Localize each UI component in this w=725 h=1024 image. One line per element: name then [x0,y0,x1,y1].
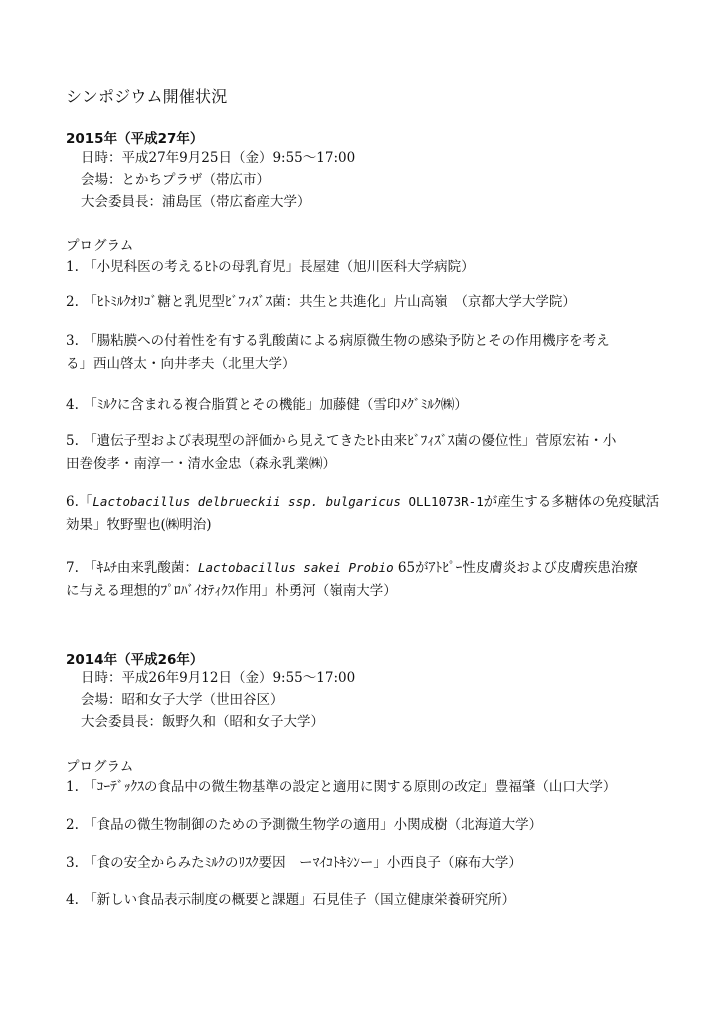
item-number: 3. [66,333,79,349]
program-item [66,776,666,799]
program-label-2015: プログラム [66,238,134,254]
event-chair-2014: 大会委員長：飯野久和（昭和女子大学） [81,714,324,730]
event-chair-2015: 大会委員長：浦島匡（帯広畜産大学） [81,194,311,210]
event-date-2014: 日時：平成26年9月12日（金）9:55～17:00 [81,670,356,686]
item-text: 「新しい食品表示制度の概要と課題」石見佳子（国立健康栄養研究所） [83,892,516,908]
item-number: 4. [66,397,79,413]
event-venue-2015: 会場：とかちプラザ（帯広市） [81,172,270,188]
item-number: 4. [66,892,79,908]
program-item [66,490,666,537]
item-number: 5. [66,433,79,449]
item-open-quote: 「 [78,494,93,510]
item-text-line2: る」西山啓太・向井孝夫（北里大学） [66,356,296,372]
item-text-line2: 効果」牧野聖也(㈱明治) [66,517,212,533]
item-number: 1. [66,779,79,795]
program-label-2014: プログラム [66,759,134,775]
item-number: 2. [66,294,79,310]
program-item [66,256,666,279]
program-item [66,889,666,912]
item-number: 6. [66,494,79,510]
item-number: 7. [66,560,79,576]
item-text: 「食の安全からみたﾐﾙｸのﾘｽｸ要因 ーﾏｲｺﾄｷｼﾝー」小西良子（麻布大学） [83,855,522,871]
item-text-line2: 田巻俊孝・南淳一・清水金忠（森永乳業㈱） [66,456,336,472]
event-venue-2014: 会場：昭和女子大学（世田谷区） [81,692,284,708]
item-text-line2: に与える理想的ﾌﾟﾛﾊﾞｲｵﾃｨｸｽ作用」朴勇河（嶺南大学） [66,583,397,599]
species-name: Lactobacillus sakei Probio [197,560,394,575]
item-text: 「食品の微生物制御のための予測微生物学の適用」小関成樹（北海道大学） [83,817,543,833]
program-item [66,556,666,603]
item-text: 「ﾋﾄﾐﾙｸｵﾘｺﾞ糖と乳児型ﾋﾞﾌｨｽﾞｽ菌：共生と共進化」片山高嶺 （京都大学大学院） [83,294,576,310]
item-text-line1: 「遺伝子型および表現型の評価から見えてきたﾋﾄ由来ﾋﾞﾌｨｽﾞｽ菌の優位性」菅原宏祐・小 [83,433,617,449]
program-item [66,430,666,476]
item-text-line1: 「腸粘膜への付着性を有する乳酸菌による病原微生物の感染予防とその作用機序を考え [83,333,610,349]
strain-name: OLL1073R-1 [400,494,484,509]
item-text: 「ﾐﾙｸに含まれる複合脂質とその機能」加藤健（雪印ﾒｸﾞﾐﾙｸ㈱） [83,397,468,413]
item-text-line1: 65がｱﾄﾋﾟｰ性皮膚炎および皮膚疾患治療 [393,560,638,576]
item-text: 「ｺｰﾃﾞｯｸｽの食品中の微生物基準の設定と適用に関する原則の改定」豊福肇（山口大学） [83,779,617,795]
species-name: Lactobacillus delbrueckii ssp. bulgaricus [92,494,401,509]
section-year-2014: 2014年（平成26年） [66,652,204,668]
item-text-line1: が産生する多糖体の免疫賦活 [483,494,660,510]
program-item [66,852,666,875]
event-date-2015: 日時：平成27年9月25日（金）9:55～17:00 [81,150,356,166]
program-item [66,291,666,314]
section-year-2015: 2015年（平成27年） [66,131,204,147]
item-text: 「小児科医の考えるﾋﾄの母乳育児」長屋建（旭川医科大学病院） [83,259,475,275]
item-number: 1. [66,259,79,275]
item-number: 3. [66,855,79,871]
item-number: 2. [66,817,79,833]
program-item [66,394,666,417]
program-item [66,330,666,376]
program-item [66,814,666,837]
page-title: シンポジウム開催状況 [66,87,228,106]
item-open-quote: 「ｷﾑﾁ由来乳酸菌： [83,560,198,576]
